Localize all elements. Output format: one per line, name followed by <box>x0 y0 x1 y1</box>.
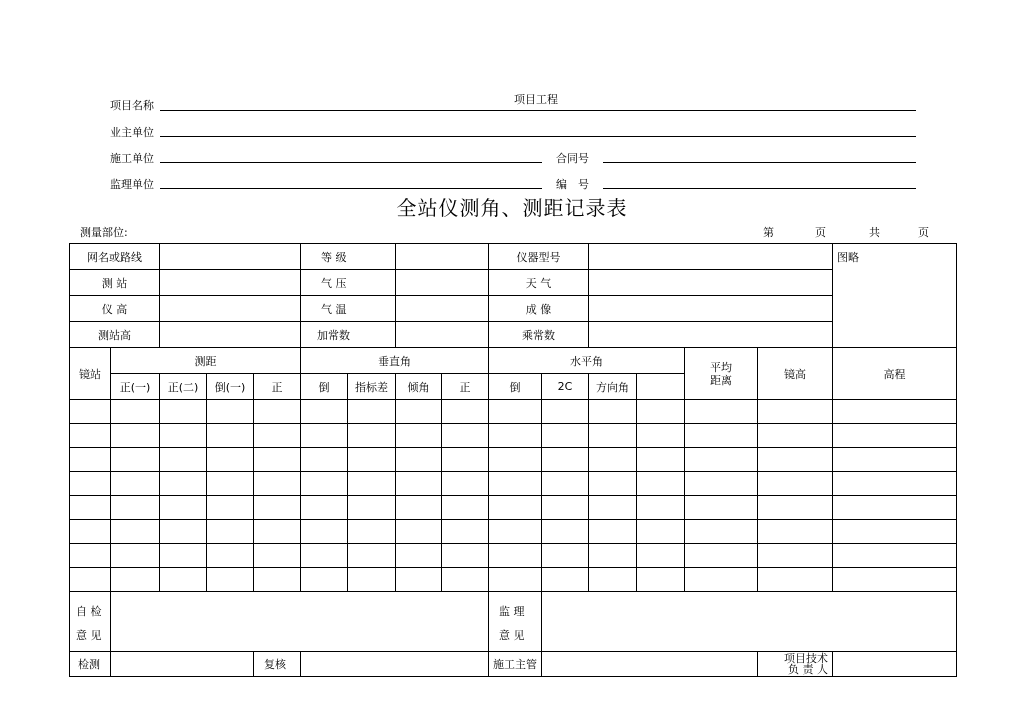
entry-cell[interactable] <box>301 472 348 496</box>
horiz-sub-header <box>637 374 685 400</box>
add-const-field[interactable] <box>396 322 489 348</box>
instrument-model-label: 仪器型号 <box>489 244 589 270</box>
pressure-label: 气 压 <box>301 270 396 296</box>
entry-cell[interactable] <box>489 448 542 472</box>
contractor-label: 施工单位 <box>110 152 154 165</box>
entry-cell[interactable] <box>207 424 254 448</box>
imaging-field[interactable] <box>589 296 833 322</box>
entry-cell[interactable] <box>207 544 254 568</box>
entry-cell[interactable] <box>160 472 207 496</box>
entry-cell[interactable] <box>489 472 542 496</box>
entry-cell[interactable] <box>758 472 833 496</box>
entry-cell[interactable] <box>396 544 442 568</box>
mirror-height-header: 镜高 <box>758 348 833 400</box>
entry-cell[interactable] <box>637 424 685 448</box>
entry-cell[interactable] <box>254 544 301 568</box>
add-const-label: 加常数 <box>301 322 396 348</box>
dist-sub-header: 倒(一) <box>207 374 254 400</box>
entry-cell[interactable] <box>70 424 111 448</box>
supervision-field[interactable] <box>542 592 957 652</box>
entry-cell[interactable] <box>348 472 396 496</box>
entry-cell[interactable] <box>396 400 442 424</box>
entry-cell[interactable] <box>254 448 301 472</box>
instrument-height-field[interactable] <box>160 296 301 322</box>
elevation-header: 高程 <box>833 348 957 400</box>
entry-cell[interactable] <box>160 400 207 424</box>
entry-cell[interactable] <box>111 568 160 592</box>
recheck-field[interactable] <box>301 652 489 677</box>
entry-cell[interactable] <box>348 568 396 592</box>
tech-lead-line2: 负 责 人 <box>788 663 828 676</box>
entry-cell[interactable] <box>70 544 111 568</box>
recheck-label: 复核 <box>254 652 301 677</box>
dist-sub-header: 正 <box>254 374 301 400</box>
contract-no-label: 合同号 <box>556 152 589 165</box>
avg-distance-line2: 距离 <box>710 373 732 387</box>
column-header-row-1 <box>70 348 957 374</box>
tech-lead-field[interactable] <box>833 652 957 677</box>
self-check-line2: 意 见 <box>76 629 102 642</box>
entry-cell[interactable] <box>489 400 542 424</box>
supervision-line2: 意 见 <box>499 629 525 642</box>
entry-cell[interactable] <box>111 400 160 424</box>
entry-cell[interactable] <box>542 472 589 496</box>
entry-cell[interactable] <box>637 472 685 496</box>
entry-cell[interactable] <box>111 472 160 496</box>
pressure-field[interactable] <box>396 270 489 296</box>
entry-cell[interactable] <box>833 424 957 448</box>
entry-cell[interactable] <box>442 568 489 592</box>
entry-cell[interactable] <box>758 424 833 448</box>
entry-cell[interactable] <box>348 448 396 472</box>
entry-cell[interactable] <box>70 400 111 424</box>
entry-cell[interactable] <box>833 472 957 496</box>
entry-cell[interactable] <box>301 544 348 568</box>
station-height-label: 测站高 <box>70 322 160 348</box>
entry-cell[interactable] <box>637 400 685 424</box>
page-unit-label: 页 <box>815 226 826 239</box>
entry-cell[interactable] <box>348 424 396 448</box>
entry-cell[interactable] <box>833 448 957 472</box>
entry-cell[interactable] <box>589 424 637 448</box>
avg-distance-line1: 平均 <box>710 360 732 374</box>
entry-cell[interactable] <box>542 544 589 568</box>
project-name-label: 项目名称 <box>110 99 154 112</box>
record-table <box>69 243 957 677</box>
entry-cell[interactable] <box>442 544 489 568</box>
entry-cell[interactable] <box>160 448 207 472</box>
entry-cell[interactable] <box>396 472 442 496</box>
entry-cell[interactable] <box>685 448 758 472</box>
horizontal-angle-header: 水平角 <box>489 348 685 374</box>
dist-sub-header: 正(一) <box>111 374 160 400</box>
page-no-label: 第 <box>763 226 774 239</box>
temperature-field[interactable] <box>396 296 489 322</box>
entry-cell[interactable] <box>442 400 489 424</box>
entry-cell[interactable] <box>160 544 207 568</box>
owner-label: 业主单位 <box>110 126 154 139</box>
vert-sub-header: 正 <box>442 374 489 400</box>
entry-cell[interactable] <box>637 544 685 568</box>
self-check-field[interactable] <box>111 592 489 652</box>
horiz-sub-header: 方向角 <box>589 374 637 400</box>
mult-const-field[interactable] <box>589 322 833 348</box>
entry-cell[interactable] <box>758 568 833 592</box>
table-row <box>70 544 957 568</box>
entry-cell[interactable] <box>301 424 348 448</box>
entry-cell[interactable] <box>254 496 301 520</box>
entry-cell[interactable] <box>685 520 758 544</box>
self-check-line1: 自 检 <box>76 605 102 618</box>
entry-cell[interactable] <box>542 568 589 592</box>
tech-lead-label <box>758 652 833 677</box>
construction-supervisor-field[interactable] <box>542 652 758 677</box>
entry-cell[interactable] <box>301 448 348 472</box>
entry-cell[interactable] <box>254 472 301 496</box>
entry-cell[interactable] <box>70 496 111 520</box>
sketch-label: 图略 <box>837 251 859 264</box>
entry-cell[interactable] <box>589 520 637 544</box>
weather-label: 天 气 <box>489 270 589 296</box>
measure-part-label: 测量部位: <box>80 226 128 239</box>
entry-cell[interactable] <box>589 472 637 496</box>
entry-cell[interactable] <box>348 544 396 568</box>
entry-cell[interactable] <box>833 496 957 520</box>
entry-cell[interactable] <box>833 400 957 424</box>
entry-cell[interactable] <box>160 424 207 448</box>
route-name-field[interactable] <box>160 244 301 270</box>
entry-cell[interactable] <box>589 496 637 520</box>
entry-cell[interactable] <box>348 496 396 520</box>
station-label: 测 站 <box>70 270 160 296</box>
horiz-sub-header: 2C <box>542 374 589 400</box>
total-label: 共 <box>869 226 880 239</box>
info-row-3 <box>70 296 957 322</box>
entry-cell[interactable] <box>489 496 542 520</box>
entry-cell[interactable] <box>111 448 160 472</box>
distance-header: 测距 <box>111 348 301 374</box>
entry-cell[interactable] <box>111 424 160 448</box>
info-row-4 <box>70 322 957 348</box>
total-unit-label: 页 <box>918 226 929 239</box>
entry-cell[interactable] <box>254 520 301 544</box>
sketch-area[interactable] <box>833 244 957 348</box>
entry-cell[interactable] <box>542 448 589 472</box>
station-field[interactable] <box>160 270 301 296</box>
entry-cell[interactable] <box>833 544 957 568</box>
weather-field[interactable] <box>589 270 833 296</box>
entry-cell[interactable] <box>442 448 489 472</box>
entry-cell[interactable] <box>160 520 207 544</box>
vert-sub-header: 倾角 <box>396 374 442 400</box>
entry-cell[interactable] <box>396 568 442 592</box>
imaging-label: 成 像 <box>489 296 589 322</box>
entry-cell[interactable] <box>442 424 489 448</box>
entry-cell[interactable] <box>758 400 833 424</box>
serial-line <box>603 188 916 189</box>
entry-cell[interactable] <box>207 472 254 496</box>
entry-cell[interactable] <box>542 400 589 424</box>
entry-cell[interactable] <box>589 568 637 592</box>
avg-distance-header <box>685 348 758 400</box>
opinion-row <box>70 592 957 652</box>
entry-cell[interactable] <box>207 520 254 544</box>
table-row <box>70 400 957 424</box>
entry-cell[interactable] <box>685 424 758 448</box>
entry-cell[interactable] <box>348 400 396 424</box>
info-row-1 <box>70 244 957 270</box>
entry-cell[interactable] <box>489 520 542 544</box>
entry-cell[interactable] <box>396 496 442 520</box>
entry-cell[interactable] <box>207 448 254 472</box>
info-row-2 <box>70 270 957 296</box>
entry-cell[interactable] <box>111 520 160 544</box>
entry-cell[interactable] <box>254 400 301 424</box>
entry-cell[interactable] <box>396 448 442 472</box>
entry-cell[interactable] <box>685 400 758 424</box>
form-title: 全站仪测角、测距记录表 <box>396 196 628 220</box>
entry-cell[interactable] <box>758 544 833 568</box>
entry-cell[interactable] <box>589 544 637 568</box>
horiz-sub-header: 倒 <box>489 374 542 400</box>
entry-cell[interactable] <box>542 424 589 448</box>
table-row <box>70 568 957 592</box>
entry-cell[interactable] <box>637 496 685 520</box>
entry-cell[interactable] <box>685 544 758 568</box>
entry-cell[interactable] <box>442 496 489 520</box>
entry-cell[interactable] <box>301 520 348 544</box>
entry-cell[interactable] <box>111 544 160 568</box>
self-check-label <box>70 592 111 652</box>
data-rows <box>70 400 957 592</box>
tech-lead-line1: 项目技术 <box>784 652 828 665</box>
entry-cell[interactable] <box>542 496 589 520</box>
entry-cell[interactable] <box>207 400 254 424</box>
inspect-label: 检测 <box>70 652 111 677</box>
entry-cell[interactable] <box>542 520 589 544</box>
entry-cell[interactable] <box>160 496 207 520</box>
entry-cell[interactable] <box>685 568 758 592</box>
entry-cell[interactable] <box>489 544 542 568</box>
entry-cell[interactable] <box>685 496 758 520</box>
entry-cell[interactable] <box>758 448 833 472</box>
entry-cell[interactable] <box>685 472 758 496</box>
inspect-field[interactable] <box>111 652 254 677</box>
mirror-station-header: 镜站 <box>70 348 111 400</box>
entry-cell[interactable] <box>489 424 542 448</box>
grade-label: 等 级 <box>301 244 396 270</box>
project-name-line <box>160 110 916 111</box>
entry-cell[interactable] <box>442 520 489 544</box>
temperature-label: 气 温 <box>301 296 396 322</box>
grade-field[interactable] <box>396 244 489 270</box>
construction-supervisor-label: 施工主管 <box>489 652 542 677</box>
table-row <box>70 448 957 472</box>
entry-cell[interactable] <box>758 496 833 520</box>
entry-cell[interactable] <box>301 568 348 592</box>
station-height-field[interactable] <box>160 322 301 348</box>
entry-cell[interactable] <box>396 520 442 544</box>
dist-sub-header: 正(二) <box>160 374 207 400</box>
entry-cell[interactable] <box>348 520 396 544</box>
entry-cell[interactable] <box>589 448 637 472</box>
entry-cell[interactable] <box>833 568 957 592</box>
supervision-line1: 监 理 <box>499 605 525 618</box>
route-name-label: 网名或路线 <box>70 244 160 270</box>
entry-cell[interactable] <box>160 568 207 592</box>
entry-cell[interactable] <box>111 496 160 520</box>
entry-cell[interactable] <box>70 472 111 496</box>
contract-no-line <box>603 162 916 163</box>
vert-sub-header: 指标差 <box>348 374 396 400</box>
entry-cell[interactable] <box>207 496 254 520</box>
entry-cell[interactable] <box>758 520 833 544</box>
entry-cell[interactable] <box>254 568 301 592</box>
sign-row <box>70 652 957 677</box>
entry-cell[interactable] <box>301 400 348 424</box>
project-name-value: 项目工程 <box>514 93 558 106</box>
serial-label: 编 号 <box>556 178 589 191</box>
entry-cell[interactable] <box>489 568 542 592</box>
table-row <box>70 424 957 448</box>
vertical-angle-header: 垂直角 <box>301 348 489 374</box>
instrument-height-label: 仪 高 <box>70 296 160 322</box>
entry-cell[interactable] <box>70 568 111 592</box>
entry-cell[interactable] <box>396 424 442 448</box>
supervisor-label: 监理单位 <box>110 178 154 191</box>
entry-cell[interactable] <box>301 496 348 520</box>
entry-cell[interactable] <box>442 472 489 496</box>
table-row <box>70 472 957 496</box>
entry-cell[interactable] <box>637 520 685 544</box>
contractor-line <box>160 162 542 163</box>
vert-sub-header: 倒 <box>301 374 348 400</box>
table-row <box>70 496 957 520</box>
entry-cell[interactable] <box>70 520 111 544</box>
entry-cell[interactable] <box>833 520 957 544</box>
mult-const-label: 乘常数 <box>489 322 589 348</box>
instrument-model-field[interactable] <box>589 244 833 270</box>
entry-cell[interactable] <box>589 400 637 424</box>
entry-cell[interactable] <box>70 448 111 472</box>
supervision-label <box>489 592 542 652</box>
entry-cell[interactable] <box>207 568 254 592</box>
entry-cell[interactable] <box>637 568 685 592</box>
entry-cell[interactable] <box>637 448 685 472</box>
table-row <box>70 520 957 544</box>
supervisor-line <box>160 188 542 189</box>
owner-line <box>160 136 916 137</box>
entry-cell[interactable] <box>254 424 301 448</box>
